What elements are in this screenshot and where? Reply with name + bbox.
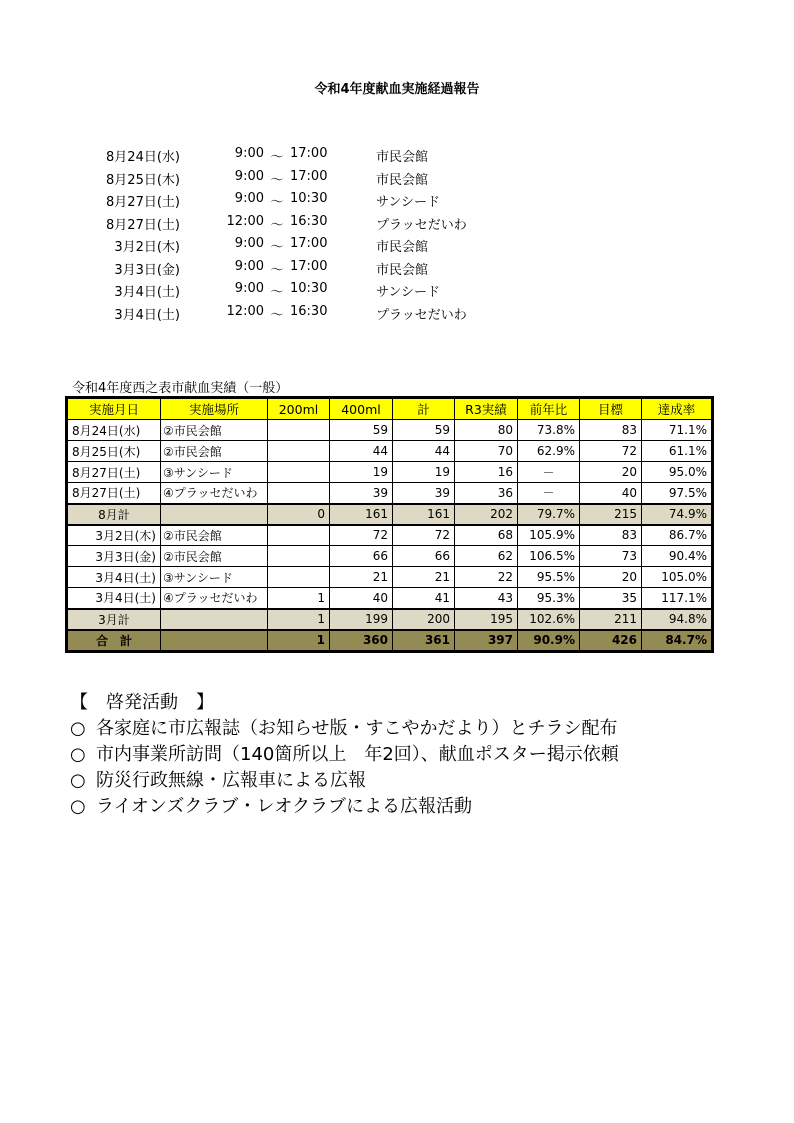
cell-total: 72 bbox=[393, 525, 455, 546]
cell-date: 8月27日(土) bbox=[68, 462, 161, 483]
schedule-row bbox=[0, 236, 794, 256]
cell-place: ④プラッセだいわ bbox=[161, 588, 268, 609]
circle-bullet-icon: ○ bbox=[70, 796, 86, 817]
cell-r3: 16 bbox=[455, 462, 518, 483]
page-title: 令和4年度献血実施経過報告 bbox=[314, 82, 480, 97]
cell-yoy: 95.3% bbox=[518, 588, 580, 609]
cell-400ml: 40 bbox=[330, 588, 393, 609]
cell-400ml: 72 bbox=[330, 525, 393, 546]
cell-400ml: 360 bbox=[330, 630, 393, 651]
cell-place bbox=[161, 630, 268, 651]
schedule-row bbox=[0, 214, 794, 234]
activities-section bbox=[70, 690, 619, 820]
header-target: 目標 bbox=[580, 399, 642, 420]
cell-total: 39 bbox=[393, 483, 455, 504]
activity-item bbox=[70, 716, 619, 742]
cell-200ml bbox=[268, 525, 330, 546]
cell-400ml: 59 bbox=[330, 420, 393, 441]
cell-200ml: 1 bbox=[268, 630, 330, 651]
activity-item bbox=[70, 742, 619, 768]
cell-rate: 94.8% bbox=[642, 609, 712, 630]
cell-r3: 36 bbox=[455, 483, 518, 504]
cell-date: 8月計 bbox=[68, 504, 161, 525]
cell-r3: 62 bbox=[455, 546, 518, 567]
cell-target: 20 bbox=[580, 462, 642, 483]
cell-total: 41 bbox=[393, 588, 455, 609]
grand-total-row bbox=[68, 630, 712, 651]
schedule-place: 市民会館 bbox=[376, 240, 429, 255]
results-table bbox=[67, 398, 712, 651]
subtotal-row-march bbox=[68, 609, 712, 630]
cell-place: ②市民会館 bbox=[161, 525, 268, 546]
schedule-tilde: ～ bbox=[270, 240, 284, 255]
schedule-end: 17:00 bbox=[290, 236, 328, 251]
schedule-start: 9:00 bbox=[234, 258, 264, 274]
cell-yoy: － bbox=[518, 462, 580, 483]
cell-date: 8月25日(木) bbox=[68, 441, 161, 462]
table-row bbox=[68, 420, 712, 441]
cell-r3: 43 bbox=[455, 588, 518, 609]
schedule-end: 10:30 bbox=[290, 281, 328, 296]
cell-date: 8月27日(土) bbox=[68, 483, 161, 504]
cell-yoy: 62.9% bbox=[518, 441, 580, 462]
cell-r3: 70 bbox=[455, 441, 518, 462]
schedule-place: 市民会館 bbox=[376, 150, 429, 165]
schedule-row bbox=[0, 281, 794, 301]
cell-total: 21 bbox=[393, 567, 455, 588]
cell-total: 44 bbox=[393, 441, 455, 462]
table-row bbox=[68, 483, 712, 504]
schedule-start: 9:00 bbox=[234, 236, 264, 251]
schedule-row bbox=[0, 304, 794, 324]
header-200ml: 200ml bbox=[268, 399, 330, 420]
cell-date: 3月4日(土) bbox=[68, 588, 161, 609]
cell-400ml: 161 bbox=[330, 504, 393, 525]
cell-400ml: 44 bbox=[330, 441, 393, 462]
schedule-start: 12:00 bbox=[226, 213, 264, 229]
cell-200ml bbox=[268, 441, 330, 462]
schedule-start: 9:00 bbox=[234, 281, 264, 296]
schedule-start: 9:00 bbox=[234, 191, 264, 206]
schedule-date: 3月2日(木) bbox=[114, 240, 180, 255]
cell-rate: 61.1% bbox=[642, 441, 712, 462]
table-row bbox=[68, 588, 712, 609]
cell-date: 3月2日(木) bbox=[68, 525, 161, 546]
activity-text: ライオンズクラブ・レオクラブによる広報活動 bbox=[96, 796, 473, 817]
schedule-end: 16:30 bbox=[290, 303, 328, 319]
header-place: 実施場所 bbox=[161, 399, 268, 420]
schedule-row bbox=[0, 191, 794, 211]
subtotal-row-august bbox=[68, 504, 712, 525]
circle-bullet-icon: ○ bbox=[70, 770, 86, 791]
cell-date: 3月計 bbox=[68, 609, 161, 630]
cell-total: 361 bbox=[393, 630, 455, 651]
cell-yoy: 73.8% bbox=[518, 420, 580, 441]
schedule-date: 3月3日(金) bbox=[114, 262, 180, 278]
activity-text: 防災行政無線・広報車による広報 bbox=[96, 770, 366, 791]
schedule-place: サンシード bbox=[376, 195, 441, 210]
cell-place: ④プラッセだいわ bbox=[161, 483, 268, 504]
table-row bbox=[68, 441, 712, 462]
circle-bullet-icon: ○ bbox=[70, 744, 86, 765]
schedule-tilde: ～ bbox=[270, 307, 284, 323]
cell-200ml bbox=[268, 567, 330, 588]
header-date: 実施月日 bbox=[68, 399, 161, 420]
schedule-end: 17:00 bbox=[290, 258, 328, 274]
cell-rate: 117.1% bbox=[642, 588, 712, 609]
schedule-date: 8月27日(土) bbox=[106, 217, 180, 233]
table-row bbox=[68, 567, 712, 588]
cell-r3: 202 bbox=[455, 504, 518, 525]
table-row bbox=[68, 462, 712, 483]
circle-bullet-icon: ○ bbox=[70, 718, 86, 739]
header-400ml: 400ml bbox=[330, 399, 393, 420]
schedule-end: 16:30 bbox=[290, 213, 328, 229]
schedule-tilde: ～ bbox=[270, 262, 284, 278]
schedule-tilde: ～ bbox=[270, 150, 284, 165]
schedule-end: 17:00 bbox=[290, 168, 328, 184]
cell-400ml: 66 bbox=[330, 546, 393, 567]
schedule-tilde: ～ bbox=[270, 217, 284, 233]
cell-total: 66 bbox=[393, 546, 455, 567]
cell-target: 35 bbox=[580, 588, 642, 609]
cell-target: 211 bbox=[580, 609, 642, 630]
cell-yoy: 105.9% bbox=[518, 525, 580, 546]
cell-400ml: 19 bbox=[330, 462, 393, 483]
schedule-place: プラッセだいわ bbox=[376, 217, 467, 233]
schedule-start: 9:00 bbox=[234, 168, 264, 184]
cell-target: 215 bbox=[580, 504, 642, 525]
schedule-row bbox=[0, 169, 794, 189]
cell-rate: 84.7% bbox=[642, 630, 712, 651]
schedule-date: 8月24日(水) bbox=[106, 150, 180, 165]
cell-200ml bbox=[268, 462, 330, 483]
cell-rate: 74.9% bbox=[642, 504, 712, 525]
schedule-end: 10:30 bbox=[290, 191, 328, 206]
cell-total: 161 bbox=[393, 504, 455, 525]
cell-target: 426 bbox=[580, 630, 642, 651]
cell-rate: 90.4% bbox=[642, 546, 712, 567]
cell-place: ②市民会館 bbox=[161, 420, 268, 441]
cell-place: ②市民会館 bbox=[161, 546, 268, 567]
cell-400ml: 21 bbox=[330, 567, 393, 588]
header-rate: 達成率 bbox=[642, 399, 712, 420]
cell-400ml: 39 bbox=[330, 483, 393, 504]
cell-date: 3月3日(金) bbox=[68, 546, 161, 567]
cell-r3: 195 bbox=[455, 609, 518, 630]
cell-rate: 105.0% bbox=[642, 567, 712, 588]
activities-heading: 【 啓発活動 】 bbox=[70, 692, 214, 713]
cell-place bbox=[161, 504, 268, 525]
table-row bbox=[68, 546, 712, 567]
schedule-place: サンシード bbox=[376, 285, 441, 300]
cell-r3: 80 bbox=[455, 420, 518, 441]
cell-total: 59 bbox=[393, 420, 455, 441]
cell-total: 200 bbox=[393, 609, 455, 630]
cell-rate: 86.7% bbox=[642, 525, 712, 546]
cell-place: ③サンシード bbox=[161, 462, 268, 483]
header-total: 計 bbox=[393, 399, 455, 420]
cell-date: 8月24日(水) bbox=[68, 420, 161, 441]
cell-date: 合 計 bbox=[68, 630, 161, 651]
cell-yoy: 79.7% bbox=[518, 504, 580, 525]
cell-target: 83 bbox=[580, 420, 642, 441]
schedule-start: 12:00 bbox=[226, 303, 264, 319]
cell-rate: 95.0% bbox=[642, 462, 712, 483]
cell-target: 40 bbox=[580, 483, 642, 504]
schedule-date: 3月4日(土) bbox=[114, 285, 180, 300]
cell-total: 19 bbox=[393, 462, 455, 483]
header-yoy: 前年比 bbox=[518, 399, 580, 420]
cell-target: 73 bbox=[580, 546, 642, 567]
cell-200ml bbox=[268, 483, 330, 504]
cell-date: 3月4日(土) bbox=[68, 567, 161, 588]
activity-item bbox=[70, 794, 619, 820]
cell-place: ②市民会館 bbox=[161, 441, 268, 462]
schedule-place: 市民会館 bbox=[376, 262, 429, 278]
cell-200ml: 0 bbox=[268, 504, 330, 525]
cell-200ml: 1 bbox=[268, 588, 330, 609]
schedule-place: プラッセだいわ bbox=[376, 307, 467, 323]
cell-rate: 71.1% bbox=[642, 420, 712, 441]
cell-r3: 397 bbox=[455, 630, 518, 651]
cell-yoy: 106.5% bbox=[518, 546, 580, 567]
cell-200ml bbox=[268, 546, 330, 567]
schedule-date: 3月4日(土) bbox=[114, 307, 180, 323]
schedule-row bbox=[0, 146, 794, 166]
cell-rate: 97.5% bbox=[642, 483, 712, 504]
schedule-date: 8月27日(土) bbox=[106, 195, 180, 210]
cell-yoy: 95.5% bbox=[518, 567, 580, 588]
cell-yoy: 102.6% bbox=[518, 609, 580, 630]
activity-text: 市内事業所訪問（140箇所以上 年2回）、献血ポスター掲示依頼 bbox=[96, 744, 619, 765]
cell-target: 20 bbox=[580, 567, 642, 588]
cell-r3: 68 bbox=[455, 525, 518, 546]
cell-r3: 22 bbox=[455, 567, 518, 588]
cell-place: ③サンシード bbox=[161, 567, 268, 588]
schedule-tilde: ～ bbox=[270, 195, 284, 210]
cell-target: 83 bbox=[580, 525, 642, 546]
schedule-tilde: ～ bbox=[270, 285, 284, 300]
header-r3: R3実績 bbox=[455, 399, 518, 420]
table-header-row bbox=[68, 399, 712, 420]
schedule-end: 17:00 bbox=[290, 146, 328, 161]
cell-yoy: 90.9% bbox=[518, 630, 580, 651]
cell-place bbox=[161, 609, 268, 630]
cell-400ml: 199 bbox=[330, 609, 393, 630]
cell-yoy: － bbox=[518, 483, 580, 504]
schedule-row bbox=[0, 259, 794, 279]
schedule-place: 市民会館 bbox=[376, 172, 429, 188]
schedule-tilde: ～ bbox=[270, 172, 284, 188]
cell-200ml bbox=[268, 420, 330, 441]
table-row bbox=[68, 525, 712, 546]
schedule-date: 8月25日(木) bbox=[106, 172, 180, 188]
schedule-start: 9:00 bbox=[234, 146, 264, 161]
table-caption: 令和4年度西之表市献血実績（一般） bbox=[72, 381, 289, 396]
activity-item bbox=[70, 768, 619, 794]
cell-target: 72 bbox=[580, 441, 642, 462]
cell-200ml: 1 bbox=[268, 609, 330, 630]
activity-text: 各家庭に市広報誌（お知らせ版・すこやかだより）とチラシ配布 bbox=[96, 718, 618, 739]
